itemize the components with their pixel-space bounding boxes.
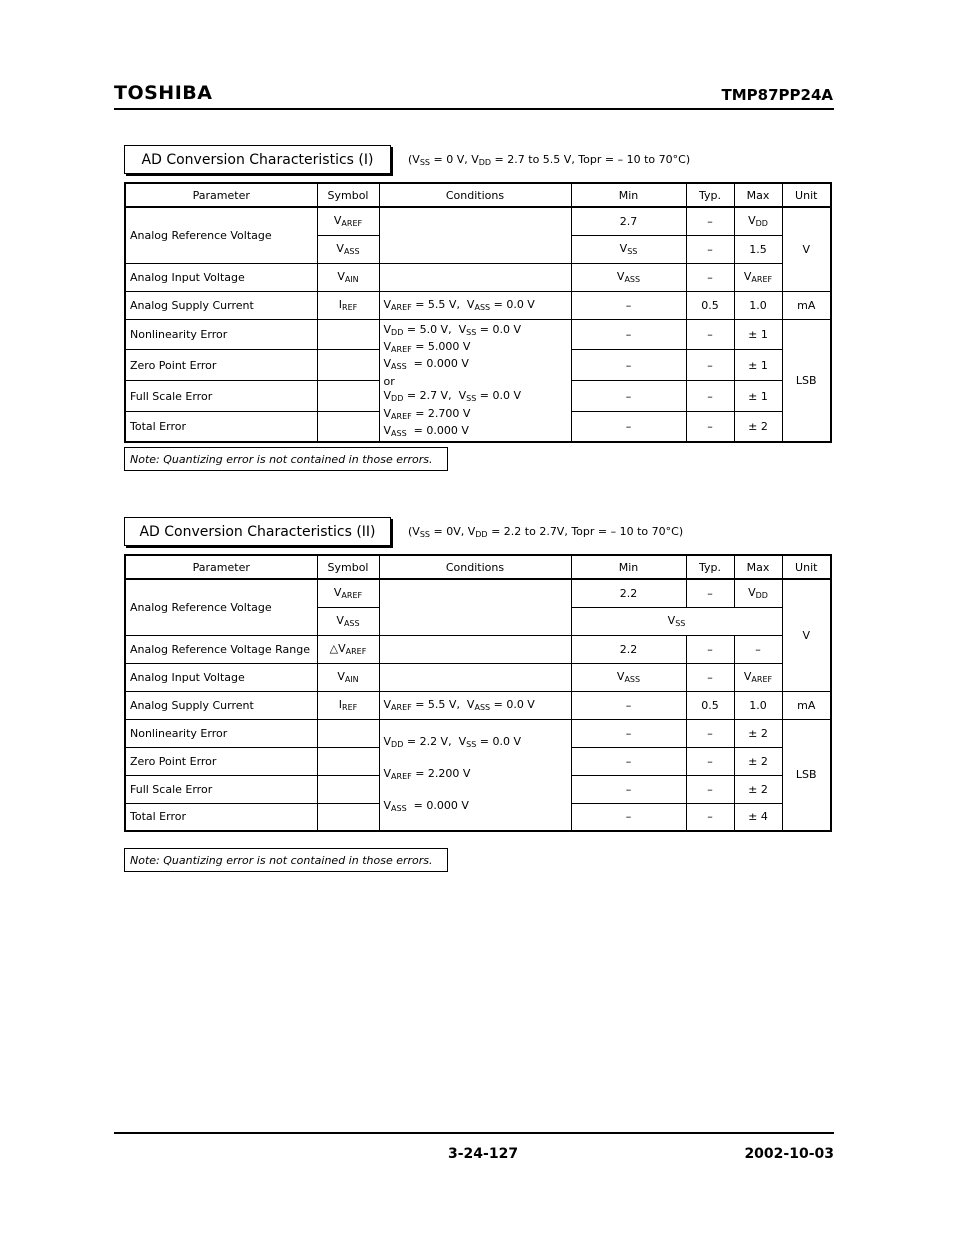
col-unit: Unit — [782, 183, 831, 207]
table-row — [125, 719, 831, 747]
col-typ: Typ. — [686, 555, 734, 579]
col-max: Max — [734, 183, 782, 207]
symbol — [317, 350, 379, 381]
param-analog-reference-voltage: Analog Reference Voltage — [125, 207, 317, 263]
typ-cell: – — [686, 235, 734, 263]
or-text: or — [383, 374, 395, 388]
table1-conditions: ($V_{SS} = 0$ V, $V_{DD} = 2.7$ to 5.5 V, Topr = – 10 to 70°C) — [408, 153, 691, 167]
unit-cell: LSB — [782, 719, 831, 831]
table2-note: Note: Quantizing error is not contained in those errors. — [124, 848, 448, 872]
typ-cell: – — [686, 775, 734, 803]
typ-cell: – — [686, 663, 734, 691]
max-cell: ± 2 — [734, 775, 782, 803]
param-nonlinearity-error: Nonlinearity Error — [125, 319, 317, 350]
table-row — [125, 579, 831, 607]
table-header-row — [125, 183, 831, 207]
symbol — [317, 775, 379, 803]
conditions-cell: $V_{AREF} = 5.5$ V, $V_{ASS} = 0.0$ V — [379, 291, 571, 319]
max-cell: 1.0 — [734, 691, 782, 719]
symbol — [317, 803, 379, 831]
table2-title-text: AD Conversion Characteristics (II) — [139, 523, 376, 540]
param-nonlinearity-error: Nonlinearity Error — [125, 719, 317, 747]
symbol: $V_{ASS}$ — [317, 235, 379, 263]
unit-cell: V — [782, 579, 831, 691]
document-date: 2002-10-03 — [744, 1146, 834, 1162]
symbol — [317, 411, 379, 442]
param-total-error: Total Error — [125, 803, 317, 831]
symbol — [317, 319, 379, 350]
unit-cell: mA — [782, 691, 831, 719]
table1-title-text: AD Conversion Characteristics (I) — [141, 151, 374, 168]
table-row — [125, 291, 831, 319]
max-cell: $V_{DD}$ — [734, 579, 782, 607]
table-header-row — [125, 555, 831, 579]
param-analog-input-voltage: Analog Input Voltage — [125, 263, 317, 291]
table-row — [125, 635, 831, 663]
symbol: $I_{REF}$ — [317, 691, 379, 719]
max-cell: ± 4 — [734, 803, 782, 831]
brand-logo: TOSHIBA — [114, 82, 213, 104]
max-cell: ± 1 — [734, 319, 782, 350]
symbol: $V_{AIN}$ — [317, 263, 379, 291]
symbol: $V_{AIN}$ — [317, 663, 379, 691]
table1-note: Note: Quantizing error is not contained in those errors. — [124, 447, 448, 471]
typ-cell: 0.5 — [686, 291, 734, 319]
table-row — [125, 691, 831, 719]
max-cell: $V_{DD}$ — [734, 207, 782, 235]
part-number: TMP87PP24A — [721, 86, 833, 104]
footer-rule — [114, 1132, 834, 1134]
max-cell: ± 2 — [734, 747, 782, 775]
table-row — [125, 319, 831, 350]
param-full-scale-error: Full Scale Error — [125, 381, 317, 412]
min-cell: – — [571, 803, 686, 831]
param-analog-input-voltage: Analog Input Voltage — [125, 663, 317, 691]
param-zero-point-error: Zero Point Error — [125, 350, 317, 381]
param-analog-reference-voltage-range: Analog Reference Voltage Range — [125, 635, 317, 663]
col-conditions: Conditions — [379, 555, 571, 579]
col-symbol: Symbol — [317, 183, 379, 207]
col-min: Min — [571, 555, 686, 579]
typ-cell: – — [686, 635, 734, 663]
min-cell: – — [571, 411, 686, 442]
conditions-cell — [379, 663, 571, 691]
max-cell: $V_{AREF}$ — [734, 663, 782, 691]
table-row — [125, 663, 831, 691]
min-cell: $V_{ASS}$ — [571, 663, 686, 691]
min-cell: – — [571, 775, 686, 803]
unit-cell: mA — [782, 291, 831, 319]
typ-cell: – — [686, 319, 734, 350]
table1-title — [124, 145, 391, 174]
conditions-cell: $V_{DD} = 5.0$ V, $V_{SS} = 0.0$ V $V_{AREF} = 5.000$ V $V_{ASS} = 0.000$ V or $V_{DD} = 2.7$ V, $V_{SS} = 0.0$ V $V_{AREF} = 2.700$ V $V_{ASS} = 0.000$ V — [379, 319, 571, 442]
max-cell: ± 2 — [734, 719, 782, 747]
symbol: $V_{AREF}$ — [317, 579, 379, 607]
symbol: $I_{REF}$ — [317, 291, 379, 319]
max-cell: 1.5 — [734, 235, 782, 263]
table1 — [124, 182, 832, 443]
typ-cell: – — [686, 350, 734, 381]
typ-cell: – — [686, 207, 734, 235]
min-cell: – — [571, 719, 686, 747]
col-symbol: Symbol — [317, 555, 379, 579]
col-parameter: Parameter — [125, 555, 317, 579]
typ-cell: – — [686, 579, 734, 607]
conditions-cell — [379, 635, 571, 663]
min-cell: 2.2 — [571, 579, 686, 607]
min-cell: $V_{ASS}$ — [571, 263, 686, 291]
typ-cell: – — [686, 747, 734, 775]
min-cell: – — [571, 291, 686, 319]
conditions-cell — [379, 579, 571, 635]
max-cell: 1.0 — [734, 291, 782, 319]
param-analog-supply-current: Analog Supply Current — [125, 691, 317, 719]
param-full-scale-error: Full Scale Error — [125, 775, 317, 803]
min-cell: – — [571, 350, 686, 381]
unit-cell: LSB — [782, 319, 831, 442]
col-typ: Typ. — [686, 183, 734, 207]
conditions-cell: $V_{DD} = 2.2$ V, $V_{SS} = 0.0$ V $V_{AREF} = 2.200$ V $V_{ASS} = 0.000$ V — [379, 719, 571, 831]
min-cell: – — [571, 381, 686, 412]
symbol — [317, 747, 379, 775]
min-cell: 2.2 — [571, 635, 686, 663]
header-rule — [114, 108, 834, 110]
typ-cell: 0.5 — [686, 691, 734, 719]
max-cell: ± 2 — [734, 411, 782, 442]
min-cell: – — [571, 319, 686, 350]
vss-span-cell: $V_{SS}$ — [571, 607, 782, 635]
min-cell: $V_{SS}$ — [571, 235, 686, 263]
table-row — [125, 207, 831, 235]
param-zero-point-error: Zero Point Error — [125, 747, 317, 775]
symbol — [317, 719, 379, 747]
min-cell: – — [571, 691, 686, 719]
max-cell: ± 1 — [734, 381, 782, 412]
col-parameter: Parameter — [125, 183, 317, 207]
typ-cell: – — [686, 263, 734, 291]
symbol: $\triangle V_{AREF}$ — [317, 635, 379, 663]
max-cell: – — [734, 635, 782, 663]
table2 — [124, 554, 832, 832]
param-analog-reference-voltage: Analog Reference Voltage — [125, 579, 317, 635]
min-cell: – — [571, 747, 686, 775]
col-unit: Unit — [782, 555, 831, 579]
symbol: $V_{ASS}$ — [317, 607, 379, 635]
typ-cell: – — [686, 803, 734, 831]
table-row — [125, 263, 831, 291]
page-number: 3-24-127 — [448, 1146, 519, 1162]
conditions-cell: $V_{AREF} = 5.5$ V, $V_{ASS} = 0.0$ V — [379, 691, 571, 719]
table2-title — [124, 517, 391, 546]
typ-cell: – — [686, 719, 734, 747]
col-conditions: Conditions — [379, 183, 571, 207]
table2-conditions: ($V_{SS} = 0V$, $V_{DD} = 2.2$ to 2.7V, Topr = – 10 to 70°C) — [408, 525, 684, 539]
symbol — [317, 381, 379, 412]
max-cell: ± 1 — [734, 350, 782, 381]
symbol: $V_{AREF}$ — [317, 207, 379, 235]
conditions-cell — [379, 207, 571, 263]
param-total-error: Total Error — [125, 411, 317, 442]
min-cell: 2.7 — [571, 207, 686, 235]
conditions-cell — [379, 263, 571, 291]
typ-cell: – — [686, 381, 734, 412]
param-analog-supply-current: Analog Supply Current — [125, 291, 317, 319]
col-max: Max — [734, 555, 782, 579]
col-min: Min — [571, 183, 686, 207]
max-cell: $V_{AREF}$ — [734, 263, 782, 291]
typ-cell: – — [686, 411, 734, 442]
unit-cell: V — [782, 207, 831, 291]
